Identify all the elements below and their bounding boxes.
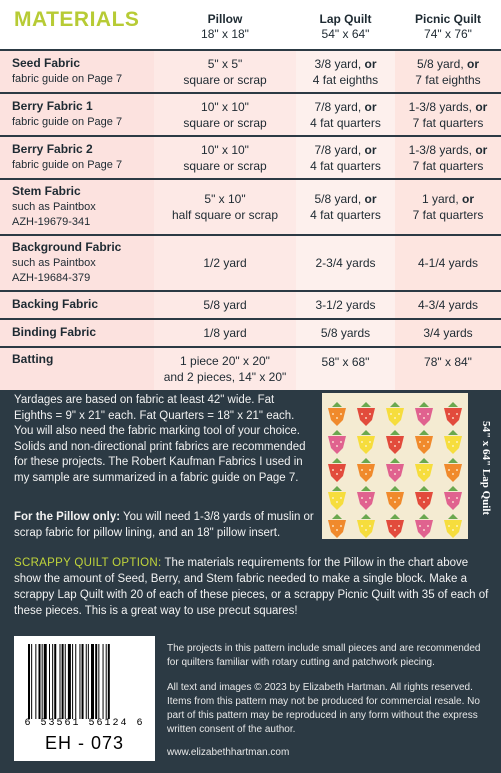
strawberry-block bbox=[444, 430, 462, 454]
fabric-name: Binding Fabric bbox=[12, 325, 96, 339]
pillow-note bbox=[14, 510, 314, 541]
strawberry-block bbox=[415, 458, 433, 482]
column-header-lap bbox=[296, 0, 395, 50]
cell-line: 7 fat quarters bbox=[412, 115, 484, 130]
fabric-code: AZH-19684-379 bbox=[12, 272, 91, 284]
website-link[interactable]: www.elizabethhartman.com bbox=[167, 747, 290, 758]
picnic-cell bbox=[395, 50, 501, 93]
cell-line: 1 piece 20" x 20" bbox=[180, 354, 270, 368]
pillow-cell: 5/8 yard bbox=[154, 291, 296, 319]
or-label: or bbox=[475, 99, 488, 114]
lap-cell bbox=[296, 50, 395, 93]
or-label: or bbox=[364, 142, 377, 157]
barcode bbox=[14, 636, 155, 761]
table-row bbox=[0, 235, 501, 291]
cell-line: 1-3/8 yards, bbox=[408, 99, 476, 114]
lap-cell bbox=[296, 136, 395, 179]
column-header-pillow bbox=[154, 0, 296, 50]
scrappy-quilt-note bbox=[14, 555, 492, 619]
column-size: 74" x 76" bbox=[424, 27, 472, 41]
column-name: Picnic Quilt bbox=[414, 12, 481, 26]
cell-line: 4 fat eighths bbox=[312, 72, 379, 87]
column-name: Lap Quilt bbox=[319, 12, 372, 26]
picnic-cell bbox=[395, 93, 501, 136]
or-label: or bbox=[364, 192, 377, 206]
strawberry-block bbox=[328, 486, 346, 510]
pillow-cell bbox=[154, 93, 296, 136]
strawberry-block bbox=[357, 486, 375, 510]
column-size: 54" x 64" bbox=[321, 27, 370, 41]
cell-line: 7 fat quarters bbox=[412, 208, 484, 222]
lap-cell bbox=[296, 93, 395, 136]
picnic-cell: 4-3/4 yards bbox=[395, 291, 501, 319]
column-size: 18" x 18" bbox=[201, 27, 249, 41]
picnic-cell bbox=[395, 136, 501, 179]
or-label: or bbox=[364, 56, 377, 71]
fabric-note: fabric guide on Page 7 bbox=[12, 159, 123, 171]
table-row bbox=[0, 347, 501, 391]
row-label bbox=[0, 136, 154, 179]
materials-title: MATERIALS bbox=[14, 8, 140, 31]
or-label: or bbox=[475, 142, 488, 157]
strawberry-block bbox=[415, 486, 433, 510]
cell-line: square or scrap bbox=[183, 72, 267, 87]
cell-line: 7/8 yard, bbox=[314, 99, 365, 114]
lap-quilt-label bbox=[476, 393, 496, 543]
cell-line: 10" x 10" bbox=[201, 142, 249, 157]
scrappy-text: The materials requirements for the Pillow in the chart above show the amount of Seed, Berry, and Stem fabric needed to make a single block. Make a scrappy Lap Quilt with 20 of each of these pieces, or a scrappy Picnic Quilt with 35 of each of these pieces. This is a great way to use precut squares! bbox=[14, 557, 489, 617]
lap-quilt-label-text: 54" x 64" Lap Quilt bbox=[480, 420, 492, 516]
strawberry-block bbox=[328, 514, 346, 538]
cell-line: half square or scrap bbox=[171, 208, 279, 222]
strawberry-block bbox=[415, 430, 433, 454]
lap-cell: 3-1/2 yards bbox=[296, 291, 395, 319]
cell-line: 7/8 yard, bbox=[314, 142, 365, 157]
row-label bbox=[0, 93, 154, 136]
lap-cell: 58" x 68" bbox=[296, 347, 395, 391]
table-row bbox=[0, 319, 501, 347]
row-label bbox=[0, 179, 154, 235]
cell-line: 1-3/8 yards, bbox=[408, 142, 476, 157]
strawberry-block bbox=[357, 514, 375, 538]
cell-line: 5/8 yard, bbox=[416, 56, 468, 71]
or-label: or bbox=[462, 192, 475, 206]
fabric-name: Berry Fabric 2 bbox=[12, 142, 93, 156]
cell-line: 10" x 10" bbox=[201, 99, 249, 114]
strawberry-block bbox=[386, 402, 404, 426]
lap-cell bbox=[296, 179, 395, 235]
strawberry-block bbox=[328, 430, 346, 454]
cell-line: 4 fat quarters bbox=[310, 115, 381, 130]
fabric-code: AZH-19679-341 bbox=[12, 216, 91, 228]
strawberry-block bbox=[444, 458, 462, 482]
copyright-note: All text and images © 2023 by Elizabeth Hartman. All rights reserved. Items from this pattern may not be produced for commercial resale. No part of this pattern may be reproduced in any form without the express written consent of the author. bbox=[167, 682, 480, 735]
table-row bbox=[0, 179, 501, 235]
strawberry-block bbox=[386, 430, 404, 454]
pillow-cell: 1/8 yard bbox=[154, 319, 296, 347]
barcode-bars bbox=[28, 644, 143, 719]
row-label bbox=[0, 50, 154, 93]
table-row bbox=[0, 291, 501, 319]
strawberry-block bbox=[328, 402, 346, 426]
row-label bbox=[0, 319, 154, 347]
table-row bbox=[0, 50, 501, 93]
fabric-name: Background Fabric bbox=[12, 240, 122, 254]
fabric-note: such as Paintbox bbox=[12, 201, 96, 213]
scrappy-heading: SCRAPPY QUILT OPTION: bbox=[14, 557, 162, 569]
barcode-digits: 6 53561 56124 6 bbox=[24, 718, 145, 729]
lap-quilt-image bbox=[322, 393, 468, 539]
row-label bbox=[0, 235, 154, 291]
strawberry-block bbox=[386, 458, 404, 482]
strawberry-block bbox=[357, 430, 375, 454]
fabric-name: Batting bbox=[12, 352, 54, 366]
strawberry-block bbox=[386, 486, 404, 510]
cell-line: 4 fat quarters bbox=[310, 208, 381, 222]
column-name: Pillow bbox=[207, 12, 243, 26]
cell-line: 7 fat eighths bbox=[415, 72, 481, 87]
fabric-name: Stem Fabric bbox=[12, 184, 81, 198]
table-row bbox=[0, 93, 501, 136]
fabric-note: fabric guide on Page 7 bbox=[12, 73, 123, 85]
fabric-note: fabric guide on Page 7 bbox=[12, 116, 123, 128]
cell-line: 5" x 10" bbox=[204, 192, 246, 206]
fabric-name: Berry Fabric 1 bbox=[12, 99, 93, 113]
strawberry-block bbox=[444, 402, 462, 426]
fabric-name: Seed Fabric bbox=[12, 56, 81, 70]
cell-line: 3/8 yard, bbox=[314, 56, 365, 71]
product-code: EH - 073 bbox=[44, 733, 125, 753]
fabric-name: Backing Fabric bbox=[12, 297, 99, 311]
cell-line: square or scrap bbox=[183, 158, 267, 173]
cell-line: square or scrap bbox=[183, 115, 267, 130]
picnic-cell bbox=[395, 179, 501, 235]
cell-line: 4 fat quarters bbox=[310, 158, 381, 173]
strawberry-block bbox=[357, 458, 375, 482]
materials-title-cell bbox=[0, 0, 154, 50]
pillow-cell bbox=[154, 179, 296, 235]
lap-cell: 5/8 yards bbox=[296, 319, 395, 347]
table-header-row bbox=[0, 0, 501, 50]
row-label bbox=[0, 291, 154, 319]
strawberry-block bbox=[328, 458, 346, 482]
row-label bbox=[0, 347, 154, 391]
strawberry-block bbox=[386, 514, 404, 538]
strawberry-block bbox=[357, 402, 375, 426]
cell-line: 5" x 5" bbox=[207, 56, 243, 71]
fabric-note: such as Paintbox bbox=[12, 257, 96, 269]
cell-line: 5/8 yard, bbox=[314, 192, 365, 206]
lap-cell: 2-3/4 yards bbox=[296, 235, 395, 291]
or-label: or bbox=[467, 56, 480, 71]
cell-line: and 2 pieces, 14" x 20" bbox=[163, 370, 287, 384]
table-row bbox=[0, 136, 501, 179]
info-skill-note: The projects in this pattern include small pieces and are recommended for quilters familiar with rotary cutting and patchwork piecing. bbox=[167, 643, 481, 668]
yardage-note: Yardages are based on fabric at least 42" wide. Fat Eighths = 9" x 21" each. Fat Quarters = 18" x 21" each. You will also need the fabric marking tool of your choice. Solids and non-directional print fabrics are recommended for these projects. The Robert Kaufman Fabrics I used in my sample are summarized in a fabric guide on Page 7. bbox=[14, 394, 306, 484]
strawberry-quilt-illustration bbox=[322, 393, 468, 539]
strawberry-block bbox=[444, 486, 462, 510]
strawberry-block bbox=[444, 514, 462, 538]
pillow-cell bbox=[154, 347, 296, 391]
pillow-note-text: You will need 1-3/8 yards of muslin or scrap fabric for pillow lining, and an 18" pillow insert. bbox=[14, 511, 314, 539]
strawberry-block bbox=[415, 514, 433, 538]
cell-line: 7 fat quarters bbox=[412, 158, 484, 173]
pillow-note-label: For the Pillow only: bbox=[14, 511, 121, 523]
strawberry-block bbox=[415, 402, 433, 426]
picnic-cell: 78" x 84" bbox=[395, 347, 501, 391]
pillow-cell bbox=[154, 136, 296, 179]
pillow-cell: 1/2 yard bbox=[154, 235, 296, 291]
column-header-picnic bbox=[395, 0, 501, 50]
or-label: or bbox=[364, 99, 377, 114]
picnic-cell: 4-1/4 yards bbox=[395, 235, 501, 291]
picnic-cell: 3/4 yards bbox=[395, 319, 501, 347]
cell-line: 1 yard, bbox=[421, 192, 463, 206]
pillow-cell bbox=[154, 50, 296, 93]
